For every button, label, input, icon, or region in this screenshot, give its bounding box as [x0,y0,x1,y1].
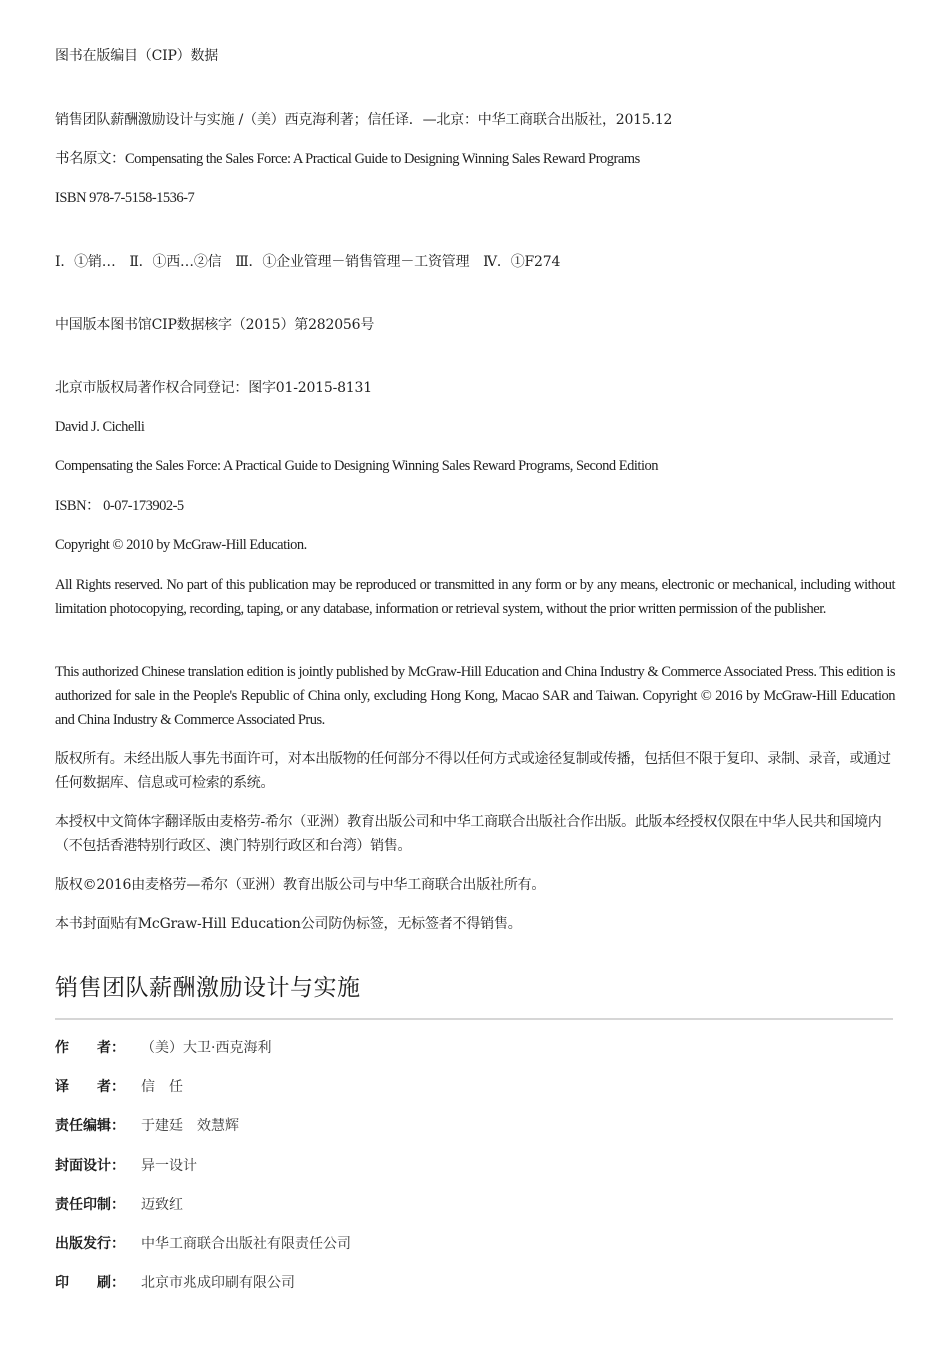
authorized-edition-chinese: 本授权中文简体字翻译版由麦格劳-希尔（亚洲）教育出版公司和中华工商联合出版社合作出版。此版本经授权仅限在中华人民共和国境内（不包括香港特别行政区、澳门特别行政区和台湾）销售。 [55,814,882,854]
credit-translator-value: 信 任 [141,1079,183,1095]
book-title: 销售团队薪酬激励设计与实施 [55,975,361,1001]
credit-publisher-label: 出版发行： [55,1236,125,1252]
copyright-chinese: 版权©2016由麦格劳—希尔（亚洲）教育出版公司与中华工商联合出版社所有。 [55,877,546,893]
cip-record: 销售团队薪酬激励设计与实施 /（美）西克海利著；信任译．—北京：中华工商联合出版社，2015.12 [55,112,673,128]
cip-classification: Ⅰ．①销… Ⅱ．①西…②信 Ⅲ．①企业管理－销售管理－工资管理 Ⅳ．①F274 [55,254,561,270]
cip-number: 中国版本图书馆CIP数据核字（2015）第282056号 [55,317,375,333]
all-rights-english: All Rights reserved. No part of this publication may be reproduced or transmitted in any form or by any means, electronic or mechanical, including without limitation photocopying, recording, taping, or any database, information or retrieval system, without the prior written permission of the publisher. [55,577,895,617]
credit-printing-supervisor-value: 迈致红 [141,1197,183,1213]
credit-author [55,1037,271,1059]
original-author: David J. Cichelli [55,419,145,435]
credit-editor-value: 于建廷 效慧辉 [141,1118,239,1134]
original-title: Compensating the Sales Force: A Practical Guide to Designing Winning Sales Reward Programs, Second Edition [55,458,658,474]
credit-printer-label: 印 刷： [55,1275,125,1291]
credit-translator-label: 译 者： [55,1079,125,1095]
cip-heading: 图书在版编目（CIP）数据 [55,48,219,64]
credit-editor-label: 责任编辑： [55,1118,125,1134]
copyright-registration: 北京市版权局著作权合同登记：图字01-2015-8131 [55,380,372,396]
anti-counterfeit-notice: 本书封面贴有McGraw-Hill Education公司防伪标签，无标签者不得销售。 [55,916,522,932]
credit-cover-design-label: 封面设计： [55,1158,125,1174]
credit-author-value: （美）大卫·西克海利 [141,1040,272,1056]
credit-printing-supervisor-label: 责任印制： [55,1197,125,1213]
title-divider [55,1018,893,1020]
credit-publisher-value: 中华工商联合出版社有限责任公司 [141,1236,351,1252]
credit-translator [55,1076,183,1098]
authorized-edition-english: This authorized Chinese translation edition is jointly published by McGraw-Hill Education and China Industry & Commerce Associated Press. This edition is authorized for sale in the People's Republic of China only, excluding Hong Kong, Macao SAR and Taiwan. Copyright © 2016 by McGraw-Hill Education and China Industry & Commerce Associated Prus. [55,664,895,728]
all-rights-chinese: 版权所有。未经出版人事先书面许可，对本出版物的任何部分不得以任何方式或途径复制或传播，包括但不限于复印、录制、录音，或通过任何数据库、信息或可检索的系统。 [55,751,891,791]
credit-printing-supervisor [55,1194,183,1216]
credit-author-label: 作 者： [55,1040,125,1056]
credit-publisher [55,1233,351,1255]
original-isbn: ISBN： 0-07-173902-5 [55,498,184,514]
cip-isbn: ISBN 978-7-5158-1536-7 [55,190,195,206]
credit-editor [55,1115,239,1137]
credit-printer [55,1272,295,1294]
cip-original-title: 书名原文：Compensating the Sales Force: A Practical Guide to Designing Winning Sales Reward Programs [55,151,640,167]
credit-cover-design [55,1155,197,1177]
original-copyright: Copyright © 2010 by McGraw-Hill Education. [55,537,307,553]
credit-printer-value: 北京市兆成印刷有限公司 [141,1275,295,1291]
credit-cover-design-value: 异一设计 [141,1158,197,1174]
